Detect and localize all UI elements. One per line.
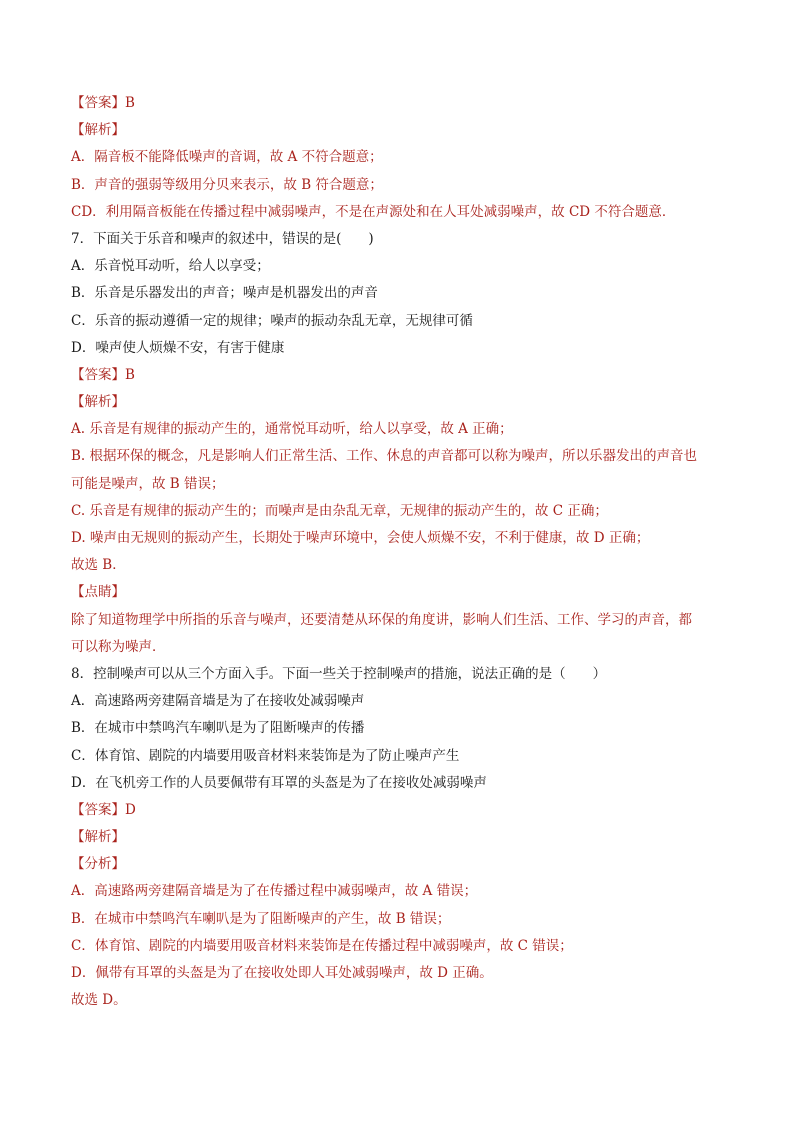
section-tag: 【点睛】 (71, 584, 125, 601)
line-text: B. 根据环保的概念，凡是影响人们正常生活、工作、休息的声音都可以称为噪声，所以乐器发出的声音也 (71, 448, 698, 465)
section-tag: 【答案】 (71, 801, 125, 818)
section-tag: 【解析】 (71, 829, 125, 846)
document-page (71, 90, 731, 1014)
line-text: 可能是噪声，故 B 错误； (71, 475, 225, 492)
question-line (71, 743, 731, 770)
section-heading-line (71, 579, 731, 606)
section-tag: 【答案】 (71, 366, 125, 383)
section-heading-line (71, 851, 731, 878)
explanation-line (71, 987, 731, 1014)
line-text: B．在城市中禁鸣汽车喇叭是为了阻断噪声的产生，故 B 错误； (71, 910, 451, 927)
section-heading-line (71, 362, 731, 389)
line-text: D. 噪声由无规则的振动产生，长期处于噪声环境中，会使人烦燥不安，不利于健康，故 D 正确； (71, 530, 650, 546)
explanation-line (71, 443, 731, 470)
line-text: 7．下面关于乐音和噪声的叙述中，错误的是( ) (71, 230, 374, 247)
explanation-line (71, 199, 731, 226)
explanation-line (71, 933, 731, 960)
line-text: 除了知道物理学中所指的乐音与噪声，还要清楚从环保的角度讲，影响人们生活、工作、学习的声音，都 (71, 611, 692, 628)
line-text: 故选 D。 (71, 992, 127, 1009)
line-text: C．乐音的振动遵循一定的规律；噪声的振动杂乱无章，无规律可循 (71, 312, 473, 329)
section-heading-line (71, 90, 731, 117)
section-heading-line (71, 389, 731, 416)
line-text: D．噪声使人烦燥不安，有害于健康 (71, 339, 285, 356)
line-text: C．体育馆、剧院的内墙要用吸音材料来装饰是为了防止噪声产生 (71, 747, 460, 764)
explanation-line (71, 634, 731, 661)
line-text: A．高速路两旁建隔音墙是为了在接收处减弱噪声 (71, 693, 365, 710)
line-text: B．声音的强弱等级用分贝来表示，故 B 符合题意； (71, 176, 383, 193)
explanation-line (71, 552, 731, 579)
explanation-line (71, 471, 731, 498)
line-text: A．隔音板不能降低噪声的音调，故 A 不符合题意； (71, 149, 383, 166)
line-text: C. 乐音是有规律的振动产生的；而噪声是由杂乱无章，无规律的振动产生的，故 C 正确； (71, 502, 608, 519)
line-text: A．高速路两旁建隔音墙是为了在传播过程中减弱噪声，故 A 错误； (71, 883, 478, 900)
section-value: D (125, 801, 136, 818)
line-text: 8．控制噪声可以从三个方面入手。下面一些关于控制噪声的措施，说法正确的是（ ） (71, 665, 607, 682)
explanation-line (71, 525, 731, 552)
section-tag: 【解析】 (71, 122, 125, 139)
section-heading-line (71, 797, 731, 824)
line-text: 可以称为噪声． (71, 638, 166, 655)
explanation-line (71, 172, 731, 199)
question-line (71, 226, 731, 253)
question-line (71, 280, 731, 307)
line-text: A. 乐音是有规律的振动产生的，通常悦耳动听，给人以享受，故 A 正确； (71, 421, 513, 438)
line-text: A．乐音悦耳动听，给人以享受； (71, 258, 270, 275)
explanation-line (71, 416, 731, 443)
section-value: B (125, 95, 135, 111)
section-tag: 【解析】 (71, 394, 125, 411)
question-line (71, 253, 731, 280)
question-line (71, 688, 731, 715)
line-text: D．佩带有耳罩的头盔是为了在接收处即人耳处减弱噪声，故 D 正确。 (71, 965, 493, 981)
question-line (71, 715, 731, 742)
section-tag: 【分析】 (71, 856, 125, 873)
explanation-line (71, 960, 731, 987)
section-value: B (125, 366, 135, 383)
question-line (71, 770, 731, 797)
line-text: B．在城市中禁鸣汽车喇叭是为了阻断噪声的传播 (71, 720, 365, 737)
section-tag: 【答案】 (71, 95, 125, 111)
question-line (71, 308, 731, 335)
explanation-line (71, 878, 731, 905)
explanation-line (71, 144, 731, 171)
question-line (71, 661, 731, 688)
explanation-line (71, 607, 731, 634)
line-text: B．乐音是乐器发出的声音；噪声是机器发出的声音 (71, 285, 378, 302)
line-text: CD．利用隔音板能在传播过程中减弱噪声，不是在声源处和在人耳处减弱噪声，故 CD 不符合题意． (71, 203, 676, 220)
line-text: 故选 B． (71, 557, 126, 574)
section-heading-line (71, 117, 731, 144)
explanation-line (71, 498, 731, 525)
question-line (71, 335, 731, 362)
line-text: C．体育馆、剧院的内墙要用吸音材料来装饰是在传播过程中减弱噪声，故 C 错误； (71, 937, 573, 954)
section-heading-line (71, 824, 731, 851)
line-text: D．在飞机旁工作的人员要佩带有耳罩的头盔是为了在接收处减弱噪声 (71, 774, 487, 791)
explanation-line (71, 906, 731, 933)
